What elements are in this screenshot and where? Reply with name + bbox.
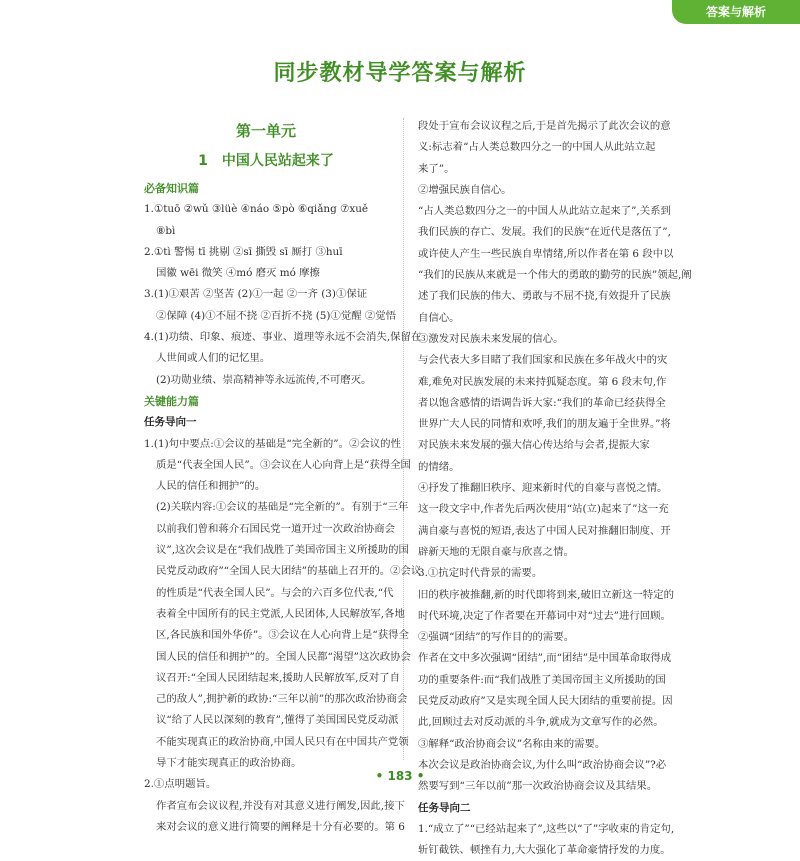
text-line: 来对会议的意义进行简要的阐释是十分有必要的。第 6: [156, 820, 405, 833]
text-line: ⑧bì: [156, 224, 176, 237]
text-line: 自信心。: [418, 311, 460, 324]
text-line: 本次会议是政治协商会议,为什么叫“政治协商会议”?必: [418, 758, 667, 771]
text-line: ②保障 (4)①不屈不挠 ②百折不挠 (5)①觉醒 ②觉悟: [156, 309, 397, 322]
text-line: 以前我们曾和蒋介石国民党一道开过一次政治协商会: [156, 522, 395, 535]
text-line: (2)关联内容:①会议的基础是“完全新的”。有别于“三年: [156, 501, 409, 514]
text-line: 此,回顾过去对反动派的斗争,就成为文章写作的必然。: [418, 716, 664, 729]
right-column: [418, 116, 692, 861]
text-line: 对民族未来发展的强大信心传达给与会者,提振大家: [418, 439, 650, 452]
text-line: 辟新天地的无限自豪与欣喜之情。: [418, 545, 574, 558]
text-line: 作者在文中多次强调“团结”,而“团结”是中国革命取得成: [418, 652, 672, 665]
text-line: 这一段文字中,作者先后两次使用“站(立)起来了”这一充: [418, 503, 669, 516]
text-line: 人世间或人们的记忆里。: [156, 352, 271, 365]
column-divider: [403, 118, 404, 760]
lesson-number: 1: [198, 153, 208, 169]
text-line: 时代环境,决定了作者要在开幕词中对“过去”进行回顾。: [418, 609, 671, 622]
text-line: 段处于宣布会议议程之后,于是首先揭示了此次会议的意: [418, 120, 671, 132]
text-line: 作者宣布会议议程,并没有对其意义进行阐发,因此,接下: [156, 799, 405, 812]
text-line: 己的敌人”,拥护新的政协:“三年以前”的那次政治协商会: [156, 693, 408, 706]
lesson-title: [144, 146, 388, 176]
text-line: 1.“成立了”“已经站起来了”,这些以“了”字收束的肯定句,: [418, 822, 675, 835]
text-line: 1.①tuō ②wǔ ③lüè ④náo ⑤pò ⑥qiǎng ⑦xuě: [144, 203, 369, 216]
text-line: 表着全中国所有的民主党派,人民团体,人民解放军,各地: [156, 607, 405, 620]
text-line: 导下才能实现真正的政治协商。: [156, 757, 302, 770]
text-line: 斩钉截铁、顿挫有力,大大强化了革命豪情抒发的力度。: [418, 844, 671, 857]
text-line: 的性质是“代表全国人民”。与会的六百多位代表,“代: [156, 586, 394, 599]
text-line: 满自豪与喜悦的短语,表达了中国人民对推翻旧制度、开: [418, 524, 671, 537]
text-line: 4.(1)功绩、印象、痕迹、事业、道理等永远不会消失,保留在: [144, 331, 422, 344]
text-line: 难,难免对民族发展的未来持狐疑态度。第 6 段末句,作: [418, 375, 667, 388]
text-line: 与会代表大多目睹了我们国家和民族在多年战火中的灾: [418, 354, 668, 367]
text-line: ③解释“政治协商会议”名称由来的需要。: [418, 737, 606, 750]
text-line: 民党反动政府”又是实现全国人民大团结的重要前提。因: [418, 695, 673, 708]
text-line: 述了我们民族的伟大、勇敢与不屈不挠,有效提升了民族: [418, 290, 671, 303]
text-line: 国人民的信任和拥护”的。全国人民都“渴望”这次政协会: [156, 650, 411, 663]
right-column-body: [418, 116, 692, 861]
unit-title: 第一单元: [235, 122, 296, 140]
text-line: 3.(1)①艰苦 ②坚苦 (2)①一起 ②一齐 (3)①保证: [144, 288, 368, 301]
text-line: 旧的秩序被推翻,新的时代即将到来,破旧立新这一特定的: [418, 588, 674, 601]
task-heading: 任务导向一: [144, 416, 197, 429]
text-line: 不能实现真正的政治协商,中国人民只有在中国共产党领: [156, 735, 409, 748]
text-line: 人民的信任和拥护”的。: [156, 480, 266, 493]
text-line: 质是“代表全国人民”。③会议在人心向背上是“获得全国: [156, 458, 411, 471]
text-line: 2.①点明题旨。: [144, 778, 217, 791]
lesson-name: 中国人民站起来了: [221, 153, 334, 169]
section-heading: 必备知识篇: [144, 182, 199, 195]
text-line: ③激发对民族未来发展的信心。: [418, 332, 564, 345]
header-tag: 答案与解析: [672, 0, 800, 24]
text-line: 者以饱含感情的语调告诉大家:“我们的革命已经获得全: [418, 396, 666, 409]
text-line: 议召开:“全国人民团结起来,援助人民解放军,反对了自: [156, 671, 401, 684]
text-line: 功的重要条件:而“我们战胜了美国帝国主义所援助的国: [418, 673, 666, 686]
text-line: 世界广大人民的同情和欢呼,我们的朋友遍于全世界。”将: [418, 418, 671, 431]
text-line: ②增强民族自信心。: [418, 183, 512, 196]
text-line: 国徽 wēi 微笑 ④mó 磨灭 mó 摩擦: [156, 267, 320, 280]
text-line: ②强调“团结”的写作目的的需要。: [418, 631, 575, 644]
text-line: 民党反动政府”“全国人民大团结”的基础上召开的。②会议: [156, 565, 422, 578]
text-line: ④抒发了推翻旧秩序、迎来新时代的自豪与喜悦之情。: [418, 482, 668, 495]
text-line: 2.①tì 警惕 tī 挑剔 ②sī 撕毁 sī 厮打 ③huī: [144, 245, 343, 258]
text-line: 1.(1)句中要点:①会议的基础是“完全新的”。②会议的性: [144, 437, 401, 450]
section-heading: 关键能力篇: [144, 394, 199, 408]
page-number: • 183 •: [375, 769, 425, 783]
page-title: 同步教材导学答案与解析: [273, 61, 527, 86]
text-line: 我们民族的存亡、发展。我们的民族“在近代是落伍了”,: [418, 226, 671, 239]
text-line: 议“给了人民以深刻的教育”,懂得了美国国民党反动派: [156, 714, 399, 727]
task-heading: 任务导向二: [418, 801, 471, 814]
text-line: 或许使人产生一些民族自卑情绪,所以作者在第 6 段中以: [418, 247, 674, 260]
text-line: 议”,这次会议是在“我们战胜了美国帝国主义所援助的国: [156, 544, 409, 557]
text-line: 然要写到“三年以前”那一次政治协商会议及其结果。: [418, 780, 658, 793]
text-line: 区,各民族和国外华侨”。③会议在人心向背上是“获得全: [156, 629, 409, 642]
text-line: “占人类总数四分之一的中国人从此站立起来了”,关系到: [418, 205, 671, 218]
text-line: “我们的民族从来就是一个伟大的勇敢的勤劳的民族”领起,阐: [418, 269, 692, 282]
text-line: (2)功勋业绩、崇高精神等永远流传,不可磨灭。: [156, 373, 372, 386]
text-line: 的情绪。: [418, 460, 460, 473]
text-line: 3.①抗定时代背景的需要。: [418, 567, 543, 580]
text-line: 义:标志着“占人类总数四分之一的中国人从此站立起: [418, 141, 656, 154]
text-line: 来了”。: [418, 162, 455, 175]
